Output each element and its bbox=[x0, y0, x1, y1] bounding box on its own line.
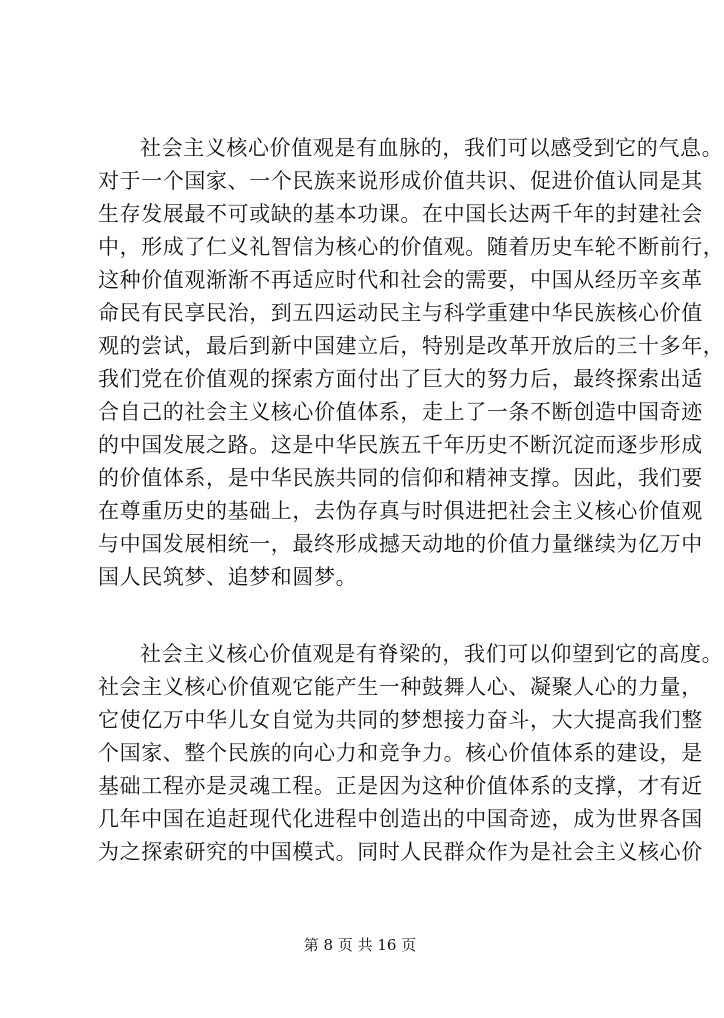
paragraph-1-line-4: 中，形成了仁义礼智信为核心的价值观。随着历史车轮不断前行， bbox=[98, 235, 724, 259]
paragraph-1-line-13: 与中国发展相统一，最终形成撼天动地的价值力量继续为亿万中 bbox=[98, 532, 703, 556]
paragraph-1-line-14: 国人民筑梦、追梦和圆梦。 bbox=[98, 565, 358, 589]
paragraph-1-line-10: 的中国发展之路。这是中华民族五千年历史不断沉淀而逐步形成 bbox=[98, 433, 703, 457]
paragraph-1-line-11: 的价值体系，是中华民族共同的信仰和精神支撑。因此，我们要 bbox=[98, 466, 703, 490]
paragraph-1-line-2: 对于一个国家、一个民族来说形成价值共识、促进价值认同是其 bbox=[98, 169, 703, 193]
paragraph-1-line-6: 命民有民享民治，到五四运动民主与科学重建中华民族核心价值 bbox=[98, 301, 703, 325]
paragraph-2-line-1: 社会主义核心价值观是有脊梁的，我们可以仰望到它的高度。 bbox=[140, 642, 724, 666]
paragraph-2-line-4: 个国家、整个民族的向心力和竞争力。核心价值体系的建设，是 bbox=[98, 741, 703, 765]
paragraph-2-line-3: 它使亿万中华儿女自觉为共同的梦想接力奋斗，大大提高我们整 bbox=[98, 708, 703, 732]
paragraph-2-line-6: 几年中国在追赶现代化进程中创造出的中国奇迹，成为世界各国 bbox=[98, 807, 703, 831]
paragraph-1-line-12: 在尊重历史的基础上，去伪存真与时俱进把社会主义核心价值观 bbox=[98, 499, 703, 523]
paragraph-1-line-3: 生存发展最不可或缺的基本功课。在中国长达两千年的封建社会 bbox=[98, 202, 703, 226]
paragraph-1-line-5: 这种价值观渐渐不再适应时代和社会的需要，中国从经历辛亥革 bbox=[98, 268, 703, 292]
paragraph-1-line-9: 合自己的社会主义核心价值体系，走上了一条不断创造中国奇迹 bbox=[98, 400, 703, 424]
paragraph-2-line-5: 基础工程亦是灵魂工程。正是因为这种价值体系的支撑，才有近 bbox=[98, 774, 703, 798]
paragraph-2-line-2: 社会主义核心价值观它能产生一种鼓舞人心、凝聚人心的力量， bbox=[98, 675, 703, 699]
paragraph-2-line-7: 为之探索研究的中国模式。同时人民群众作为是社会主义核心价 bbox=[98, 840, 703, 864]
paragraph-1-line-8: 我们党在价值观的探索方面付出了巨大的努力后，最终探索出适 bbox=[98, 367, 703, 391]
page-number-footer: 第 8 页 共 16 页 bbox=[303, 936, 417, 954]
paragraph-1-line-7: 观的尝试，最后到新中国建立后，特别是改革开放后的三十多年， bbox=[98, 334, 724, 358]
paragraph-1-line-1: 社会主义核心价值观是有血脉的，我们可以感受到它的气息。 bbox=[140, 136, 724, 160]
